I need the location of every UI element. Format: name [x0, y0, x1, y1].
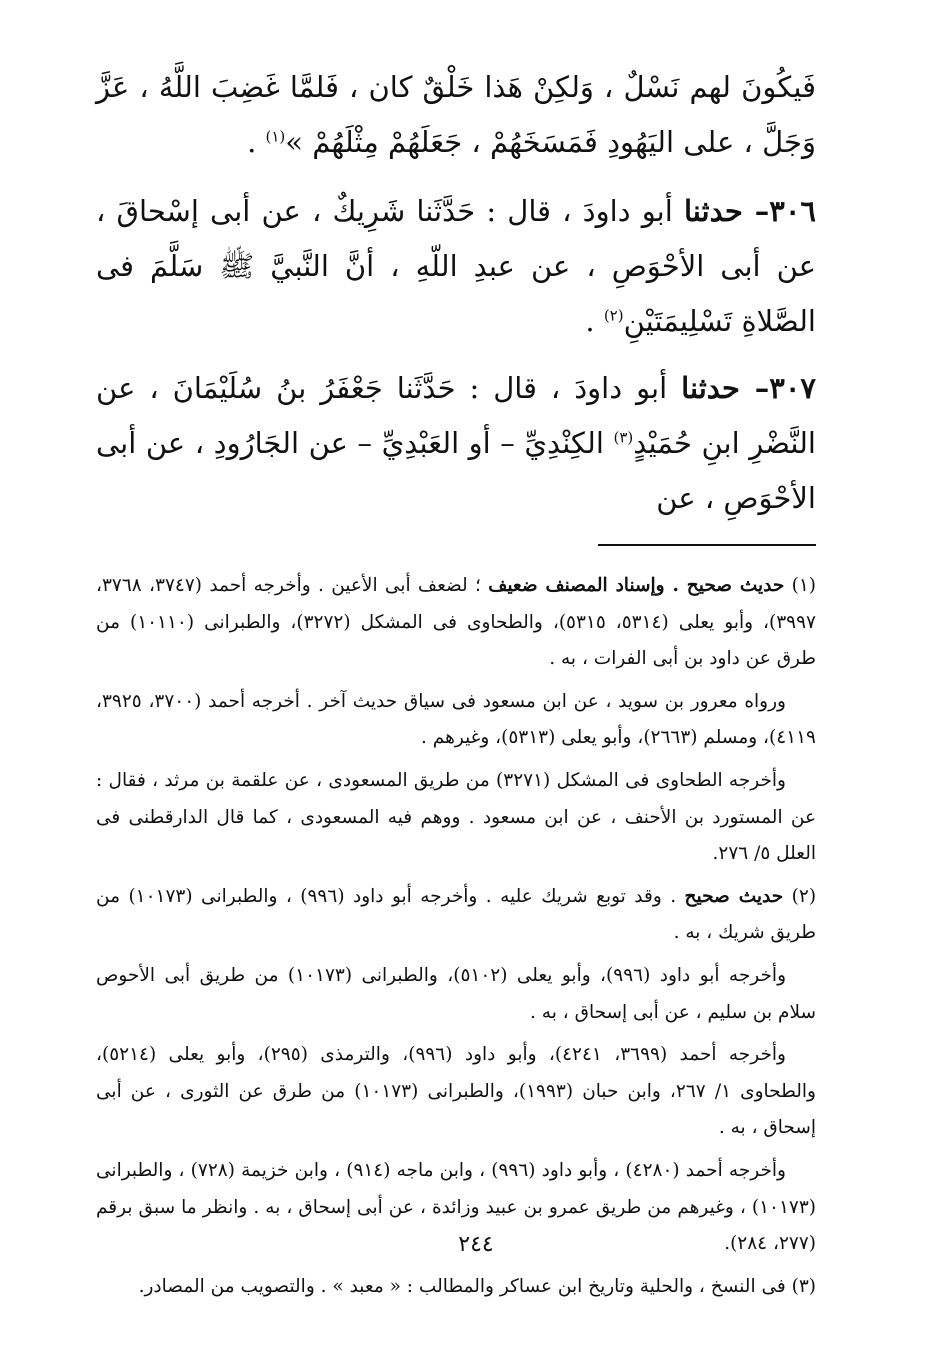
- footnote-separator: [598, 544, 816, 546]
- footnote-1-para-3: وأخرجه الطحاوى فى المشكل (٣٢٧١) من طريق المسعودى ، عن علقمة بن مرثد ، فقال : عن المستورد بن الأحنف ، عن ابن مسعود . ووهم فيه المسعودى ، كما قال الدارقطنى فى العلل ٥/ ٢٧٦.: [96, 769, 816, 865]
- page-body: [96, 60, 816, 1311]
- footnote-marker: (١): [791, 575, 817, 596]
- footnote-text: فى النسخ ، والحلية وتاريخ ابن عساكر والمطالب : « معبد » . والتصويب من المصادر.: [138, 1275, 792, 1297]
- main-text: [96, 60, 816, 526]
- footnote-2: [96, 879, 816, 952]
- footnote-ref-2[interactable]: (٢): [603, 306, 624, 325]
- hadith-306: [96, 184, 816, 349]
- hadith-text: أبو داودَ ، قال : حَدَّثَنا شَرِيكٌ ، عن أبى إسْحاقَ ، عن أبى الأحْوَصِ ، عن عبدِ اللّهِ ، أنَّ النَّبيَّ ﷺ سَلَّمَ فى الصَّلاةِ تَسْلِيمَتَيْنِ: [96, 194, 816, 338]
- footnote-marker: (٣): [791, 1275, 816, 1297]
- hadith-lead: – حدثنا: [683, 194, 770, 228]
- footnote-grade: حديث صحيح . وإسناد المصنف ضعيف: [488, 575, 785, 596]
- footnote-1: [96, 568, 816, 678]
- hadith-text: الكِنْدِيِّ – أو العَبْدِيِّ – عن الجَارُودِ ، عن أبى الأحْوَصِ ، عن: [96, 426, 816, 515]
- hadith-307: [96, 361, 816, 526]
- footnote-ref-3[interactable]: (٣): [613, 428, 634, 447]
- hadith-text: أبو داودَ ، قال : حَدَّثَنا جَعْفَرُ بنُ سُلَيْمَانَ ، عن النَّضْرِ ابنِ حُمَيْدٍ: [96, 371, 816, 460]
- continuation-paragraph: [96, 60, 816, 170]
- hadith-lead: – حدثنا: [681, 371, 770, 405]
- footnote-grade: حديث صحيح: [684, 885, 784, 907]
- continuation-text: فَيكُونَ لهم نَسْلٌ ، وَلكِنْ هَذا خَلْقٌ كان ، فَلمَّا غَضِبَ اللَّهُ ، عَزَّ وَجَلَّ ، على اليَهُودِ فَمَسَخَهُمْ ، جَعَلَهُمْ مِثْلَهُمْ »: [96, 70, 816, 159]
- footnote-text: ؛ لضعف أبى الأعين . وأخرجه أحمد (٣٧٤٧، ٣٧٦٨، ٣٩٩٧)، وأبو يعلى (٥٣١٤، ٥٣١٥)، والطحاوى فى المشكل (٣٢٧٢)، والطبرانى (١٠١١٠) من طرق عن داود بن أبى الفرات ، به .: [96, 575, 816, 670]
- hadith-number: ٣٠٧: [769, 371, 816, 405]
- footnote-2-para-4: وأخرجه أحمد (٤٢٨٠) ، وأبو داود (٩٩٦) ، وابن ماجه (٩١٤) ، وابن خزيمة (٧٢٨) ، والطبرانى (١٠١٧٣) ، وغيرهم من طريق عمرو بن عبيد وزائدة ، عن أبى إسحاق ، به . وانظر ما سبق برقم (٢٧٧، ٢٨٤).: [96, 1159, 816, 1255]
- footnote-2-para-3: وأخرجه أحمد (٣٦٩٩، ٤٢٤١)، وأبو داود (٩٩٦)، والترمذى (٢٩٥)، وأبو يعلى (٥٢١٤)، والطحاوى ١/ ٢٦٧، وابن حبان (١٩٩٣)، والطبرانى (١٠١٧٣) من طرق عن الثورى ، عن أبى إسحاق ، به .: [96, 1044, 816, 1139]
- hadith-number: ٣٠٦: [769, 194, 817, 228]
- footnote-text: . وقد توبع شريك عليه . وأخرجه أبو داود (٩٩٦) ، والطبرانى (١٠١٧٣) من طريق شريك ، به .: [96, 885, 816, 944]
- sentence-end: .: [247, 125, 266, 159]
- footnote-3: [96, 1269, 816, 1306]
- footnotes: [96, 568, 816, 1305]
- page-number: ٢٤٤: [458, 1232, 494, 1257]
- footnote-ref-1[interactable]: (١): [265, 127, 286, 146]
- footnote-marker: (٢): [791, 885, 817, 907]
- footnote-1-para-2: ورواه معرور بن سويد ، عن ابن مسعود فى سياق حديث آخر . أخرجه أحمد (٣٧٠٠، ٣٩٢٥، ٤١١٩)، ومسلم (٢٦٦٣)، وأبو يعلى (٥٣١٣)، وغيرهم .: [96, 690, 816, 749]
- sentence-end: .: [585, 304, 604, 338]
- footnote-2-para-2: وأخرجه أبو داود (٩٩٦)، وأبو يعلى (٥١٠٢)، والطبرانى (١٠١٧٣) من طريق أبى الأحوص سلام بن سليم ، عن أبى إسحاق ، به .: [96, 964, 816, 1023]
